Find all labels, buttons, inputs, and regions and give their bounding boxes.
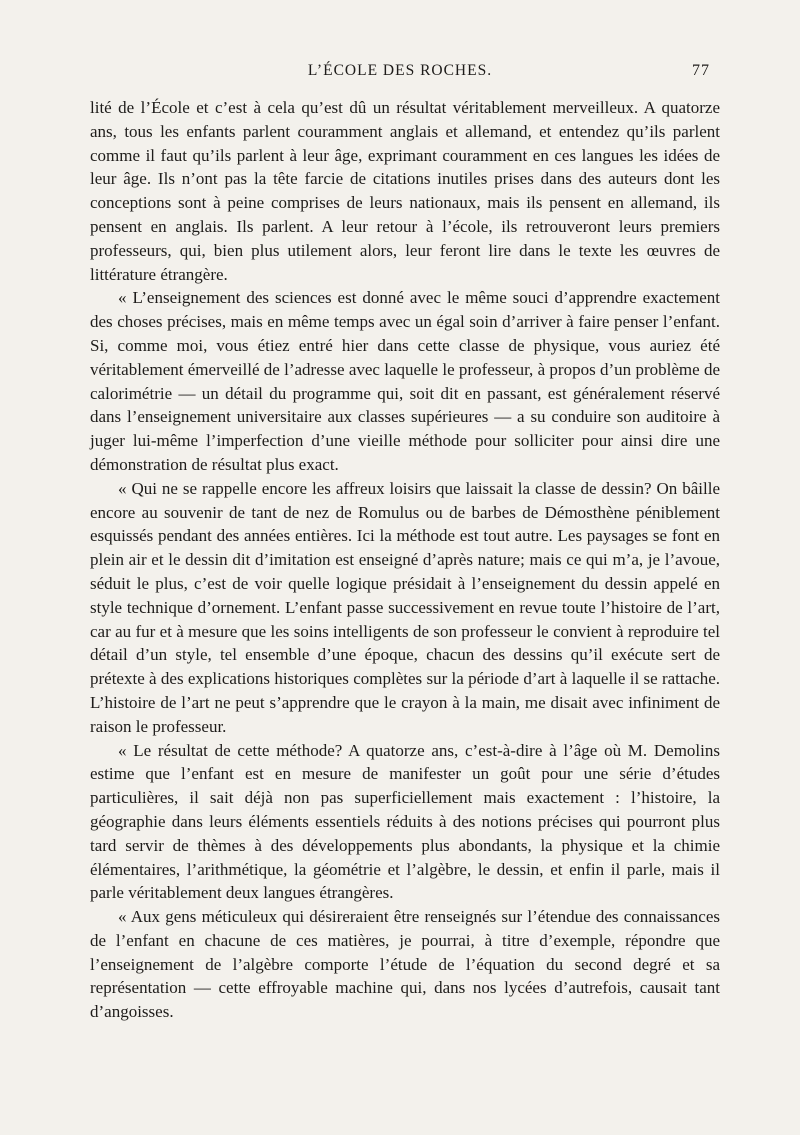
- paragraph-continuation: lité de l’École et c’est à cela qu’est dû un résultat véritablement merveilleux. A quatorze ans, tous les enfants parlent couramment anglais et allemand, et entendez qu’ils parlent comme il faut qu’ils parlent à leur âge, exprimant couramment en ces langues les idées de leur âge. Ils n’ont pas la tête farcie de citations inutiles prises dans des auteurs dont les conceptions sont à peine comprises de leurs nationaux, mais ils pensent en allemand, ils pensent en anglais. Ils parlent. A leur retour à l’école, ils retrouveront leurs premiers professeurs, qui, bien plus utilement alors, leur feront lire dans le texte les œuvres de littérature étrangère.: [90, 98, 720, 284]
- paragraph-algebra: « Aux gens méticuleux qui désireraient être renseignés sur l’étendue des connaissances de l’enfant en chacune de ces matières, je pourrai, à titre d’exemple, répondre que l’enseignement de l’algèbre comporte l’étude de l’équation du second degré et sa représentation — cette effroyable machine qui, dans nos lycées d’autrefois, causait tant d’angoisses.: [90, 907, 720, 1022]
- running-title: L’ÉCOLE DES ROCHES.: [307, 62, 493, 79]
- paragraph-sciences: « L’enseignement des sciences est donné avec le même souci d’apprendre exactement des choses précises, mais en même temps avec un égal soin d’arriver à faire penser l’enfant. Si, comme moi, vous étiez entré hier dans cette classe de physique, vous auriez été véritablement émerveillé de l’adresse avec laquelle le professeur, à propos d’un problème de calorimétrie — un détail du programme qui, soit dit en passant, est généralement réservé dans l’enseignement universitaire aux classes supérieures — a su conduire son auditoire à juger lui-même l’imperfection d’une vieille méthode pour solliciter pour ainsi dire une démonstration de résultat plus exact.: [90, 288, 720, 474]
- page-number: 77: [692, 62, 710, 79]
- body-text: [90, 96, 720, 1024]
- paragraph-results: « Le résultat de cette méthode? A quatorze ans, c’est-à-dire à l’âge où M. Demolins estime que l’enfant est en mesure de manifester un goût pour une série d’études particulières, il sait déjà non pas superficiellement mais exactement : l’histoire, la géographie dans leurs éléments essentiels réduits à des notions précises qui pourront plus tard servir de thèmes à des développements plus abondants, la physique et la chimie élémentaires, l’arithmétique, la géométrie et l’algèbre, le dessin, et enfin il parle, mais il parle véritablement deux langues étrangères.: [90, 740, 720, 903]
- running-head: [0, 62, 800, 86]
- paragraph-drawing: « Qui ne se rappelle encore les affreux loisirs que laissait la classe de dessin? On bâille encore au souvenir de tant de nez de Romulus ou de barbes de Démosthène péniblement esquissés pendant des années entières. Ici la méthode est tout autre. Les paysages se font en plein air et le dessin dit d’imitation est enseigné d’après nature; mais ce qui m’a, je l’avoue, séduit le plus, c’est de voir quelle logique présidait à l’enseignement du dessin appelé en style technique d’ornement. L’enfant passe successivement en revue toute l’histoire de l’art, car au fur et à mesure que les soins intelligents de son professeur le convient à reproduire tel détail d’un style, tel ensemble d’une époque, chacun des dessins qu’il exécute sert de prétexte à des explications historiques complètes sur la période d’art à laquelle il se rattache. L’histoire de l’art ne peut s’apprendre que le crayon à la main, me disait avec infiniment de raison le professeur.: [90, 478, 720, 736]
